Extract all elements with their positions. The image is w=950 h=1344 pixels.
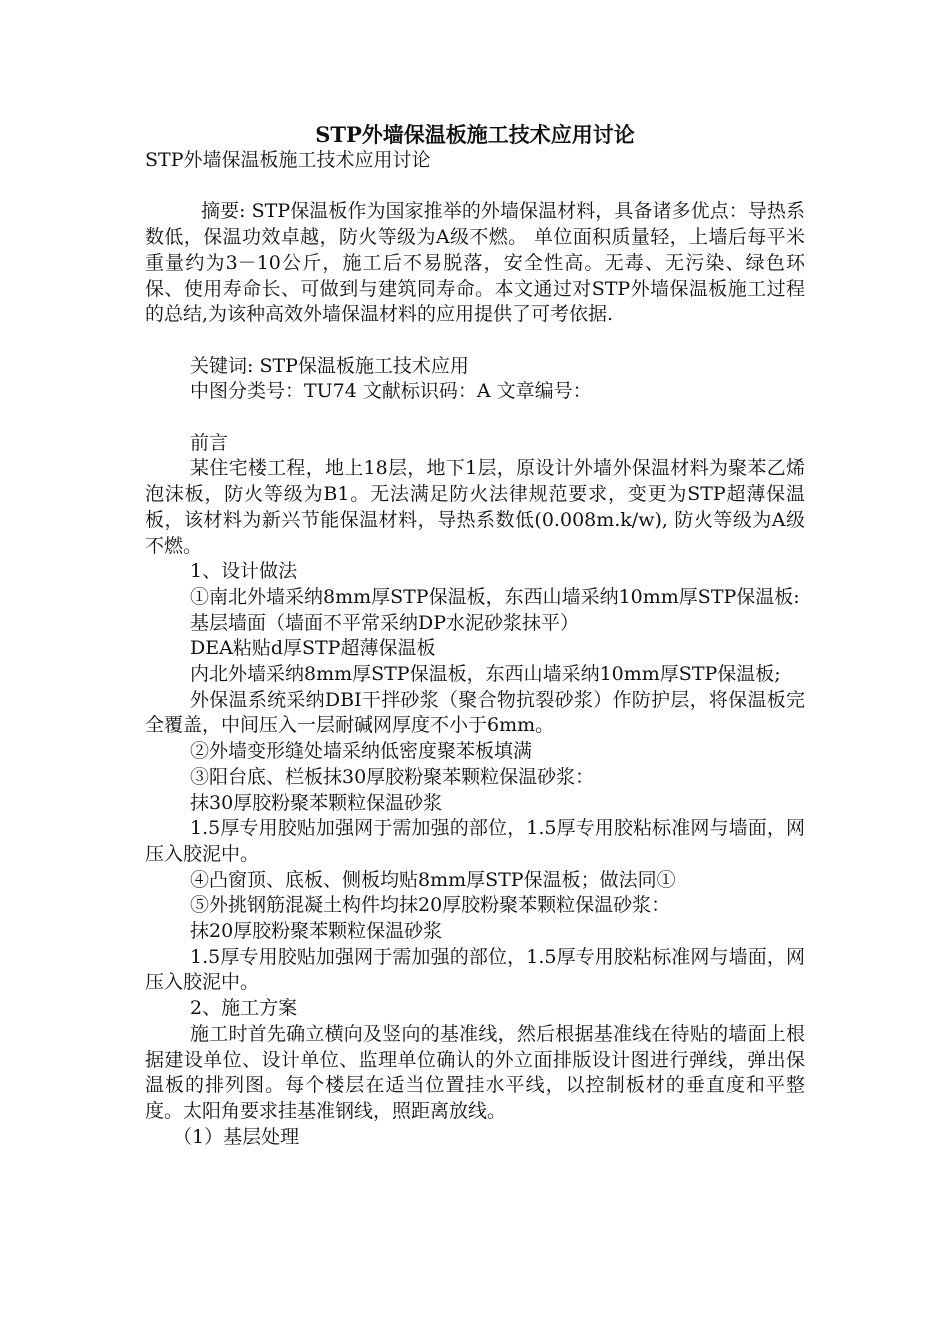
document-page [145,122,805,1150]
spacer [145,328,805,354]
preface-heading: 前言 [190,431,229,454]
section-1-item-3a: 抹30厚胶粉聚苯颗粒保温砂浆 [190,791,443,814]
section-1-inner-wall: 内北外墙采纳8mm厚STP保温板，东西山墙采纳10mm厚STP保温板; [190,663,781,686]
section-1-dea-line: DEA粘贴d厚STP超薄保温板 [190,637,436,660]
section-2-paragraph: 施工时首先确立横向及竖向的基准线，然后根据基准线在待贴的墙面上根据建设单位、设计单位、监理单位确认的外立面排版设计图进行弹线，弹出保温板的排列图。每个楼层在适当位置挂水平线，以控制板材的垂直度和平整度。太阳角要求挂基准钢线，照距离放线。 [145,1022,805,1122]
spacer [145,405,805,431]
document-subtitle: STP外墙保温板施工技术应用讨论 [145,149,431,171]
section-1-item-4: ④凸窗顶、底板、侧板均贴8mm厚STP保温板；做法同① [190,868,676,891]
keywords-line: 关键词: STP保温板施工技术应用 [190,354,469,377]
classification-line: 中图分类号：TU74 文献标识码：A 文章编号： [190,380,592,403]
section-1-item-5: ⑤外挑钢筋混凝土构件均抹20厚胶粉聚苯颗粒保温砂浆： [190,894,671,917]
section-1-item-3: ③阳台底、栏板抹30厚胶粉聚苯颗粒保温砂浆： [190,765,595,788]
section-1-outer-system: 外保温系统采纳DBI干拌砂浆（聚合物抗裂砂浆）作防护层，将保温板完全覆盖，中间压入一层耐碱网厚度不小于6mm。 [145,688,805,737]
section-1-item-5a: 抹20厚胶粉聚苯颗粒保温砂浆 [190,920,443,943]
document-title: STP外墙保温板施工技术应用讨论 [315,122,635,147]
section-1-heading: 1、设计做法 [190,560,298,583]
section-2-heading: 2、施工方案 [190,997,298,1020]
spacer [145,174,805,200]
abstract-paragraph: 摘要: STP保温板作为国家推举的外墙保温材料，具备诸多优点：导热系数低，保温功效卓越，防火等级为A级不燃。 单位面积质量轻，上墙后每平米重量约为3－10公斤，施工后不易脱落，安全性高。无毒、无污染、绿色环保、使用寿命长、可做到与建筑同寿命。本文通过对STP外墙保温板施工过程的总结,为该种高效外墙保温材料的应用提供了可考依据. [145,200,805,326]
section-2-subheading-1: （1）基层处理 [173,1125,300,1148]
section-1-item-3b: 1.5厚专用胶贴加强网于需加强的部位，1.5厚专用胶粘标准网与墙面，网压入胶泥中。 [145,817,805,865]
section-1-item-2: ②外墙变形缝处墙采纳低密度聚苯板填满 [190,740,533,763]
preface-paragraph: 某住宅楼工程，地上18层，地下1层，原设计外墙外保温材料为聚苯乙烯泡沫板，防火等级为B1。无法满足防火法律规范要求，变更为STP超薄保温板，该材料为新兴节能保温材料，导热系数低(0.008m.k/w), 防火等级为A级不燃。 [145,457,805,557]
section-1-base-layer: 基层墙面（墙面不平常采纳DP水泥砂浆抹平） [190,611,580,634]
section-1-item-1: ①南北外墙采纳8mm厚STP保温板，东西山墙采纳10mm厚STP保温板: [190,585,800,608]
section-1-item-5b: 1.5厚专用胶贴加强网于需加强的部位，1.5厚专用胶粘标准网与墙面，网压入胶泥中。 [145,945,805,994]
